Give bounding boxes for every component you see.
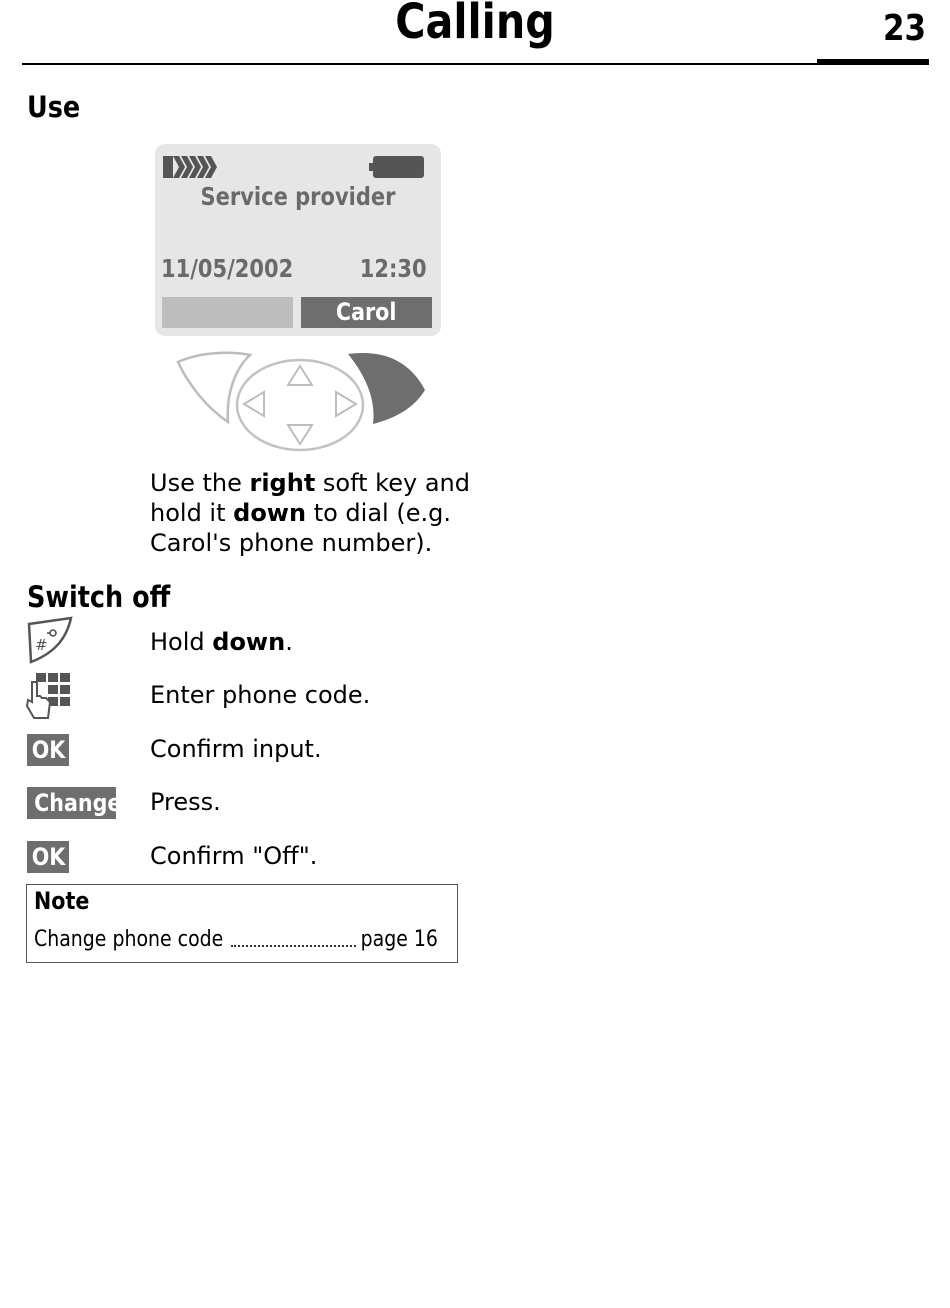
note-title: Note: [34, 887, 90, 915]
signal-strength-icon: [163, 155, 221, 179]
use-description: Use the right soft key and hold it down to dial (e.g. Carol's phone number).: [150, 469, 470, 557]
step-5-text: Confirm "Off".: [150, 842, 318, 870]
ok-key: OK: [27, 734, 69, 766]
dot-leader: [231, 945, 356, 947]
phone-display: [155, 144, 441, 336]
header-rule-accent: [817, 59, 929, 64]
header-rule: [22, 63, 929, 65]
hash-key-icon: [27, 616, 73, 664]
section-heading-switch-off: Switch off: [27, 580, 171, 614]
note-box: [26, 884, 458, 963]
note-entry: [34, 927, 438, 957]
svg-text:#: #: [35, 636, 48, 654]
keypad-hand-icon: [26, 672, 72, 720]
step-1-text: Hold down.: [150, 628, 293, 656]
page-title: Calling: [395, 0, 555, 50]
left-softkey-label: [162, 297, 293, 328]
right-softkey-label: Carol: [301, 297, 432, 328]
display-time: 12:30: [360, 254, 427, 283]
section-heading-use: Use: [27, 90, 81, 124]
display-date: 11/05/2002: [161, 254, 294, 283]
step-2-text: Enter phone code.: [150, 681, 371, 709]
ok-key: OK: [27, 841, 69, 873]
step-4-text: Press.: [150, 788, 221, 816]
battery-icon: [369, 155, 425, 179]
step-3-text: Confirm input.: [150, 735, 322, 763]
note-entry-label: Change phone code: [34, 927, 224, 952]
change-key: Change: [27, 787, 116, 819]
page-number: 23: [882, 8, 926, 49]
navigation-keys-illustration: [170, 348, 430, 454]
service-provider-text: Service provider: [200, 182, 396, 211]
note-page-reference: page 16: [360, 927, 438, 952]
